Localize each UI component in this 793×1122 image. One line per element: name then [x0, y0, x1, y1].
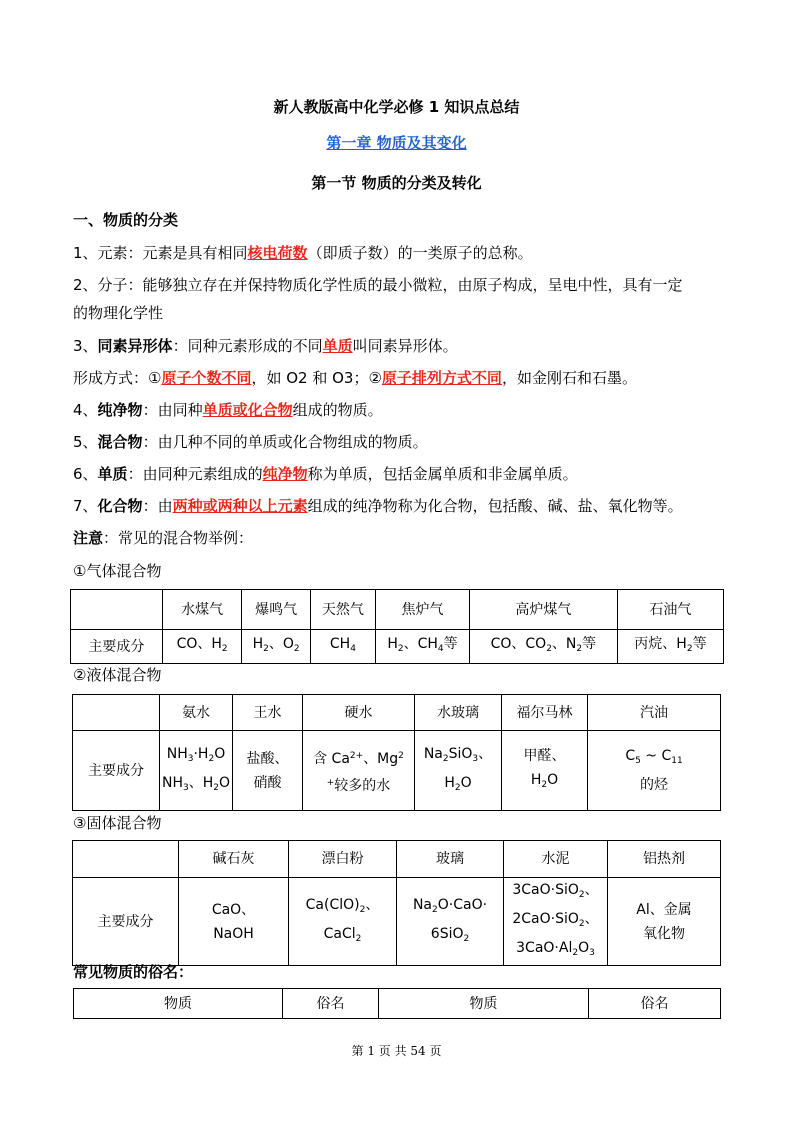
key-term: 单质或化合物 — [202, 401, 293, 419]
liquid-header: 硬水 — [303, 695, 415, 731]
gas-table-title: ①气体混合物 — [73, 562, 162, 580]
liquid-cell: $C_5$ ~ $C_{11}$ 的烃 — [588, 731, 721, 811]
solid-cell: $Na_2O\cdot CaO\cdot$ 6SiO$_2$ — [397, 878, 504, 966]
solid-cell: 3CaO·SiO$_2$、 2CaO·SiO$_2$、 $3CaO\cdot Al_2O_3$ — [504, 878, 608, 966]
gas-cell: $H_2$、$CH_4$等 — [376, 630, 470, 664]
gas-header: 爆鸣气 — [242, 590, 310, 630]
chapter-title: 第一章 物质及其变化 — [326, 134, 467, 152]
liquid-header: 氨水 — [160, 695, 233, 731]
gas-mixture-table — [70, 589, 724, 664]
liquid-table-title: ②液体混合物 — [73, 666, 162, 684]
solid-cell: $Ca(ClO)_2$、 CaCl$_2$ — [289, 878, 397, 966]
liquid-header: 汽油 — [588, 695, 721, 731]
key-term: 两种或两种以上元素 — [172, 497, 308, 515]
solid-header: 铝热剂 — [608, 841, 721, 878]
gas-header: 焦炉气 — [376, 590, 470, 630]
corner-cell — [73, 841, 179, 878]
para-compound: 7、化合物：由两种或两种以上元素组成的纯净物称为化合物，包括酸、碱、盐、氧化物等。 — [73, 497, 683, 515]
document-title: 新人教版高中化学必修 1 知识点总结 — [273, 98, 520, 116]
key-term: 核电荷数 — [247, 244, 308, 262]
liquid-header: 水玻璃 — [415, 695, 502, 731]
gas-header: 高炉煤气 — [469, 590, 617, 630]
corner-cell — [73, 695, 160, 731]
solid-cell: CaO、 NaOH — [179, 878, 289, 966]
liquid-cell: 盐酸、 硝酸 — [233, 731, 303, 811]
solid-header: 碱石灰 — [179, 841, 289, 878]
solid-cell: Al、金属 氧化物 — [608, 878, 721, 966]
solid-mixture-table — [72, 840, 721, 966]
gas-cell: 丙烷、$H_2$等 — [617, 630, 723, 664]
para-mixture: 5、混合物：由几种不同的单质或化合物组成的物质。 — [73, 433, 428, 451]
liquid-header: 福尔马林 — [502, 695, 588, 731]
common-names-table — [73, 988, 721, 1019]
row-label: 主要成分 — [73, 878, 179, 966]
para-molecule-line1: 2、分子：能够独立存在并保持物质化学性质的最小微粒，由原子构成，呈电中性，具有一定 — [73, 276, 683, 294]
key-term: 原子个数不同 — [161, 369, 252, 387]
para-pure-substance: 4、纯净物：由同种单质或化合物组成的物质。 — [73, 401, 383, 419]
para-simple-substance: 6、单质：由同种元素组成的纯净物称为单质，包括金属单质和非金属单质。 — [73, 465, 578, 483]
names-header: 物质 — [379, 989, 589, 1019]
para-allotrope: 3、同素异形体：同种元素形成的不同单质叫同素异形体。 — [73, 337, 458, 355]
solid-header: 玻璃 — [397, 841, 504, 878]
key-term: 原子排列方式不同 — [381, 369, 502, 387]
key-term: 纯净物 — [262, 465, 308, 483]
para-molecule-line2: 的物理化学性 — [73, 304, 164, 322]
liquid-header: 王水 — [233, 695, 303, 731]
para-formation: 形成方式：①原子个数不同，如 O2 和 O3；②原子排列方式不同，如金刚石和石墨。 — [73, 369, 637, 387]
gas-cell: CO、$H_2$ — [162, 630, 242, 664]
gas-cell: $H_2$、$O_2$ — [242, 630, 310, 664]
liquid-mixture-table — [72, 694, 721, 811]
gas-header: 石油气 — [617, 590, 723, 630]
liquid-cell: $Na_2SiO_3$、 $H_2O$ — [415, 731, 502, 811]
liquid-cell: 含 $Ca^{2+}$、Mg$^2$ +较多的水 — [303, 731, 415, 811]
corner-cell — [71, 590, 163, 630]
names-header: 俗名 — [283, 989, 379, 1019]
common-names-title: 常见物质的俗名： — [73, 963, 194, 981]
gas-cell: CO、$CO_2$、$N_2$等 — [469, 630, 617, 664]
section-title: 第一节 物质的分类及转化 — [311, 174, 482, 192]
row-label: 主要成分 — [71, 630, 163, 664]
gas-header: 水煤气 — [162, 590, 242, 630]
note: 注意：常见的混合物举例： — [73, 529, 254, 547]
solid-header: 水泥 — [504, 841, 608, 878]
names-header: 物质 — [74, 989, 283, 1019]
page-footer: 第 1 页 共 54 页 — [351, 1044, 442, 1058]
liquid-cell: 甲醛、 $H_2O$ — [502, 731, 588, 811]
heading-classification: 一、物质的分类 — [73, 211, 179, 229]
liquid-cell: $NH_3\cdot H_2O$ $NH_3$、$H_2O$ — [160, 731, 233, 811]
key-term: 单质 — [322, 337, 353, 355]
gas-header: 天然气 — [310, 590, 375, 630]
para-element: 1、元素：元素是具有相同核电荷数（即质子数）的一类原子的总称。 — [73, 244, 533, 262]
row-label: 主要成分 — [73, 731, 160, 811]
names-header: 俗名 — [589, 989, 721, 1019]
solid-header: 漂白粉 — [289, 841, 397, 878]
solid-table-title: ③固体混合物 — [73, 814, 162, 832]
gas-cell: $CH_4$ — [310, 630, 375, 664]
